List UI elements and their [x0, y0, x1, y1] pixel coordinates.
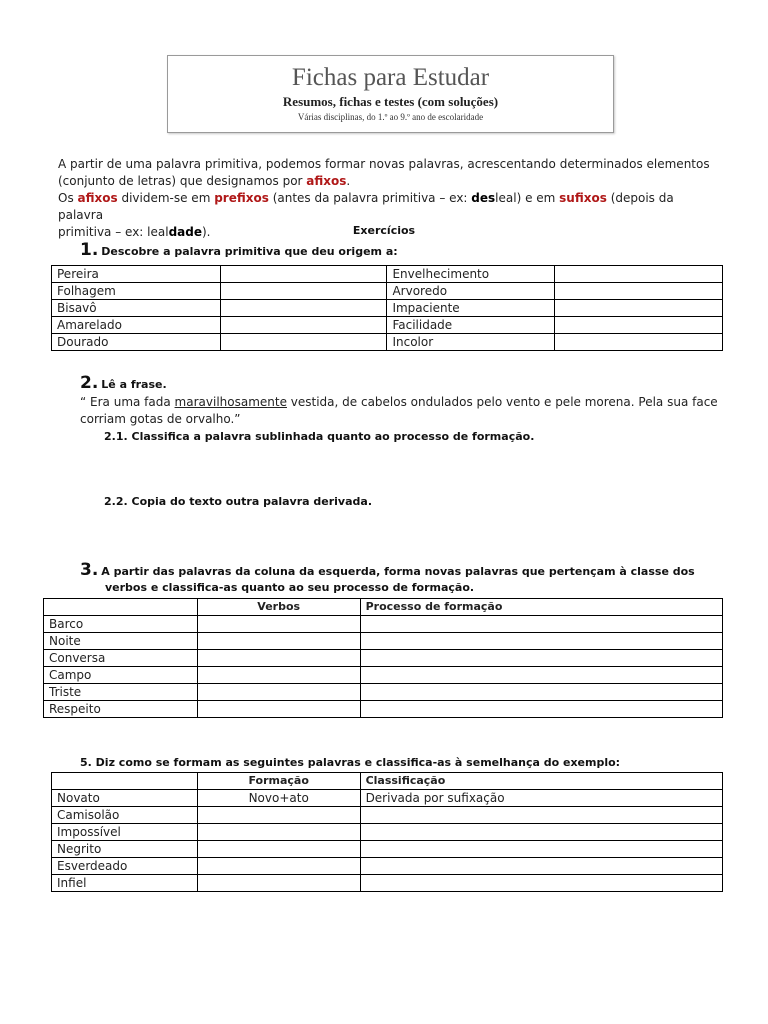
example-suffix: dade — [168, 225, 202, 239]
example-prefix: des — [471, 191, 496, 205]
table-cell — [197, 616, 360, 633]
table-cell — [360, 807, 722, 824]
table-cell — [197, 701, 360, 718]
table-row — [52, 300, 723, 317]
table-cell: Esverdeado — [52, 858, 198, 875]
table-header-row — [52, 773, 723, 790]
question-number: 2. — [80, 373, 99, 393]
table-cell — [197, 667, 360, 684]
table-cell — [555, 317, 723, 334]
table-row — [52, 266, 723, 283]
question-text: Descobre a palavra primitiva que deu origem a: — [101, 245, 398, 258]
table-cell — [555, 266, 723, 283]
table-row — [52, 875, 723, 892]
table-row — [52, 824, 723, 841]
table-cell: Barco — [44, 616, 198, 633]
intro-line-2: (conjunto de letras) que designamos por afixos. — [58, 174, 351, 188]
table-cell — [360, 858, 722, 875]
question-2-1: 2.1. Classifica a palavra sublinhada quanto ao processo de formação. — [104, 430, 535, 443]
table-cell — [555, 283, 723, 300]
table-cell — [220, 266, 387, 283]
document-header — [167, 55, 614, 133]
table-cell: Novo+ato — [197, 790, 360, 807]
table-cell: Noite — [44, 633, 198, 650]
underlined-word: maravilhosamente — [174, 395, 287, 409]
document-title: Fichas para Estudar — [291, 64, 490, 91]
table-cell — [197, 650, 360, 667]
table-cell: Envelhecimento — [387, 266, 555, 283]
table-cell — [360, 633, 722, 650]
column-header — [52, 773, 198, 790]
document-subtitle: Resumos, fichas e testes (com soluções) — [282, 94, 499, 109]
table-cell — [360, 650, 722, 667]
keyword-sufixos: sufixos — [559, 191, 607, 205]
table-cell — [555, 334, 723, 351]
table-cell: Negrito — [52, 841, 198, 858]
table-cell — [360, 684, 722, 701]
table-row — [52, 807, 723, 824]
table-cell: Impaciente — [387, 300, 555, 317]
column-header: Verbos — [197, 599, 360, 616]
table-cell — [220, 334, 387, 351]
question-2-2: 2.2. Copia do texto outra palavra derivada. — [104, 495, 373, 508]
table-cell — [197, 684, 360, 701]
table-row — [44, 684, 723, 701]
table-row — [44, 616, 723, 633]
table-row — [44, 633, 723, 650]
table-cell: Camisolão — [52, 807, 198, 824]
q3-table — [43, 598, 723, 718]
question-text: Lê a frase. — [101, 378, 167, 391]
table-header-row — [44, 599, 723, 616]
table-cell — [197, 841, 360, 858]
table-cell: Amarelado — [52, 317, 221, 334]
question-3: 3. A partir das palavras da coluna da esquerda, forma novas palavras que pertençam à classe dos verbos e classifica-as quanto ao seu processo de formação. — [80, 560, 695, 594]
table-row — [44, 650, 723, 667]
table-cell: Impossível — [52, 824, 198, 841]
table-cell — [197, 633, 360, 650]
exercises-heading: Exercícios — [352, 224, 416, 237]
table-cell: Pereira — [52, 266, 221, 283]
table-row — [52, 790, 723, 807]
table-cell — [360, 616, 722, 633]
intro-line-1: A partir de uma palavra primitiva, podemos formar novas palavras, acrescentando determinados elementos — [58, 157, 710, 171]
intro-line-4: primitiva – ex: lealdade). — [58, 225, 211, 239]
intro-line-3: Os afixos dividem-se em prefixos (antes da palavra primitiva – ex: desleal) e em sufixos (depois da palavra — [58, 191, 674, 222]
table-cell: Dourado — [52, 334, 221, 351]
table-cell — [220, 300, 387, 317]
table-cell: Bisavô — [52, 300, 221, 317]
table-cell — [555, 300, 723, 317]
column-header — [44, 599, 198, 616]
table-row — [52, 858, 723, 875]
q5-table — [51, 772, 723, 892]
document-note: Várias disciplinas, do 1.º ao 9.º ano de escolaridade — [297, 112, 484, 122]
table-cell — [197, 824, 360, 841]
table-cell: Derivada por sufixação — [360, 790, 722, 807]
table-cell — [360, 824, 722, 841]
table-row — [52, 283, 723, 300]
column-header: Formação — [197, 773, 360, 790]
table-cell — [360, 875, 722, 892]
table-cell — [360, 667, 722, 684]
table-cell: Incolor — [387, 334, 555, 351]
table-cell: Conversa — [44, 650, 198, 667]
table-cell — [220, 283, 387, 300]
question-number: 3. — [80, 560, 99, 580]
keyword-afixos: afixos — [306, 174, 347, 188]
column-header: Classificação — [360, 773, 722, 790]
keyword-afixos-2: afixos — [77, 191, 118, 205]
question-5: 5. Diz como se formam as seguintes palavras e classifica-as à semelhança do exemplo: — [80, 756, 621, 769]
table-cell: Triste — [44, 684, 198, 701]
question-2 — [80, 375, 167, 393]
question-1 — [80, 242, 398, 260]
table-cell: Campo — [44, 667, 198, 684]
table-cell — [197, 807, 360, 824]
keyword-prefixos: prefixos — [214, 191, 269, 205]
table-row — [44, 701, 723, 718]
q2-quote: “ Era uma fada maravilhosamente vestida, de cabelos ondulados pelo vento e pele morena. Pela sua face corriam gotas de orvalho.” — [80, 395, 718, 426]
column-header: Processo de formação — [360, 599, 722, 616]
table-cell — [360, 841, 722, 858]
table-row — [52, 334, 723, 351]
table-cell — [220, 317, 387, 334]
table-row — [52, 317, 723, 334]
table-cell — [360, 701, 722, 718]
table-cell: Infiel — [52, 875, 198, 892]
table-cell — [197, 875, 360, 892]
table-cell — [197, 858, 360, 875]
table-row — [44, 667, 723, 684]
table-cell: Folhagem — [52, 283, 221, 300]
q1-table — [51, 265, 723, 351]
table-row — [52, 841, 723, 858]
table-cell: Facilidade — [387, 317, 555, 334]
table-cell: Arvoredo — [387, 283, 555, 300]
table-cell: Novato — [52, 790, 198, 807]
table-cell: Respeito — [44, 701, 198, 718]
question-number: 1. — [80, 240, 99, 260]
